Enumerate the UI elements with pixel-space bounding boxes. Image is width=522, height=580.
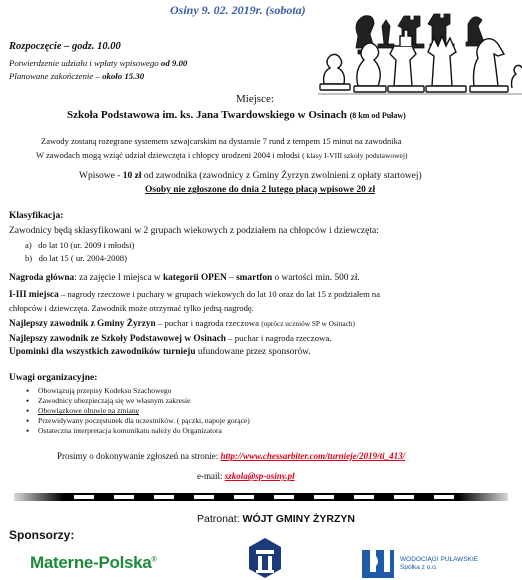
confirm-time: Potwierdzenie udziału i wpłaty wpisowego od 9.00 (9, 58, 188, 68)
signup-link[interactable]: http://www.chessarbiter.com/turnieje/2019/ti_413/ (220, 451, 406, 461)
main-prize: Nagroda główna: za zajęcie I miejsca w kategorii OPEN – smartfon o wartości min. 500 zł. (9, 273, 360, 283)
email-line: e-mail: szkola@sp-osiny.pl (197, 471, 295, 481)
end-time: Planowane zakończenie – około 15.30 (9, 71, 145, 81)
classification-intro: Zawodnicy będą sklasyfikowani w 2 grupach wiekowych z podziałem na chłopców i dziewczęta: (9, 226, 379, 236)
places-prize: I-III miejsca – nagrody rzeczowe i puchary w grupach wiekowych do lat 10 oraz do lat 15 z podziałem na (9, 289, 381, 300)
email-link[interactable]: szkola@sp-osiny.pl (224, 471, 295, 481)
wodociagi-logo (360, 546, 520, 580)
gmina-prize: Najlepszy zawodnik z Gminy Żyrzyn – puchar i nagroda rzeczowa (oprócz uczniów SP w Osinach) (9, 318, 355, 329)
pko-logo (246, 536, 284, 580)
patron-line: Patronat: WÓJT GMINY ŻYRZYN (197, 513, 355, 525)
chessboard-divider (14, 491, 508, 503)
notes-title: Uwagi organizacyjne: (9, 373, 98, 383)
age-group-b: b) do lat 15 ( ur. 2004-2008) (25, 253, 127, 263)
notes-list (24, 386, 424, 436)
classification-title: Klasyfikacja: (9, 211, 64, 221)
chess-pieces-illustration (318, 6, 522, 98)
note-item: • Przewidywany poczęstunek dla uczestników. ( pączki, napoje gorące) (24, 416, 424, 426)
event-date: Osiny 9. 02. 2019r. (sobota) (170, 3, 306, 17)
materne-logo: Materne-Polska® (30, 553, 157, 572)
fee-line: Wpisowe - 10 zł od zawodnika (zawodnicy z Gminy Żyrzyn zwolnieni z opłaty startowej) (79, 171, 422, 181)
places-prize-cont: chłopców i dziewczęta. Zawodnik może otrzymać tylko jedną nagrodę. (9, 303, 254, 313)
late-fee-note: Osoby nie zgłoszone do dnia 2 lutego płacą wpisowe 20 zł (145, 185, 376, 195)
wodociagi-name: WODOCIĄGI PUŁAWSKIE (400, 556, 479, 563)
divider-stripe-graphic (14, 491, 508, 503)
note-item: • Zawodnicy ubezpieczają się we własnym zakresie (24, 396, 424, 406)
gifts-note: Upominki dla wszystkich zawodników turnieju ufundowane przez sponsorów. (9, 347, 311, 357)
sponsors-title: Sponsorzy: (9, 528, 75, 542)
venue-label: Miejsce: (236, 93, 274, 105)
school-prize: Najlepszy zawodnik ze Szkoły Podstawowej w Osinach – puchar i nagroda rzeczowa. (9, 333, 332, 344)
rules-line-1: Zawody zostaną rozegrane systemem szwajcarskim na dystansie 7 rund z tempem 15 minut na zawodnika (41, 136, 402, 146)
wodociagi-company: Spółka z o.o. (400, 564, 438, 572)
note-item: • Ostateczna interpretacja komunikatu należy do Organizatora (24, 426, 424, 436)
note-item: • Obowiązują przepisy Kodeksu Szachowego (24, 386, 424, 396)
pko-logo-graphic (246, 536, 284, 580)
wodociagi-logo-graphic (360, 546, 396, 580)
start-time: Rozpoczęcie – godz. 10.00 (9, 41, 121, 52)
signup-line: Prosimy o dokonywanie zgłoszeń na stronie: http://www.chessarbiter.com/turnieje/2019/ti_413/ (57, 451, 406, 461)
rules-line-2: W zawodach mogą wziąć udział dziewczęta i chłopcy urodzeni 2004 i młodsi ( klasy I-VIII szkoły podstawowej) (36, 150, 408, 160)
note-item: • Obowiązkowe obuwie na zmianę (24, 406, 424, 416)
venue-school: Szkoła Podstawowa im. ks. Jana Twardowskiego w Osinach (8 km od Puław) (67, 109, 406, 121)
age-group-a: a) do lat 10 (ur. 2009 i młodsi) (25, 240, 135, 250)
